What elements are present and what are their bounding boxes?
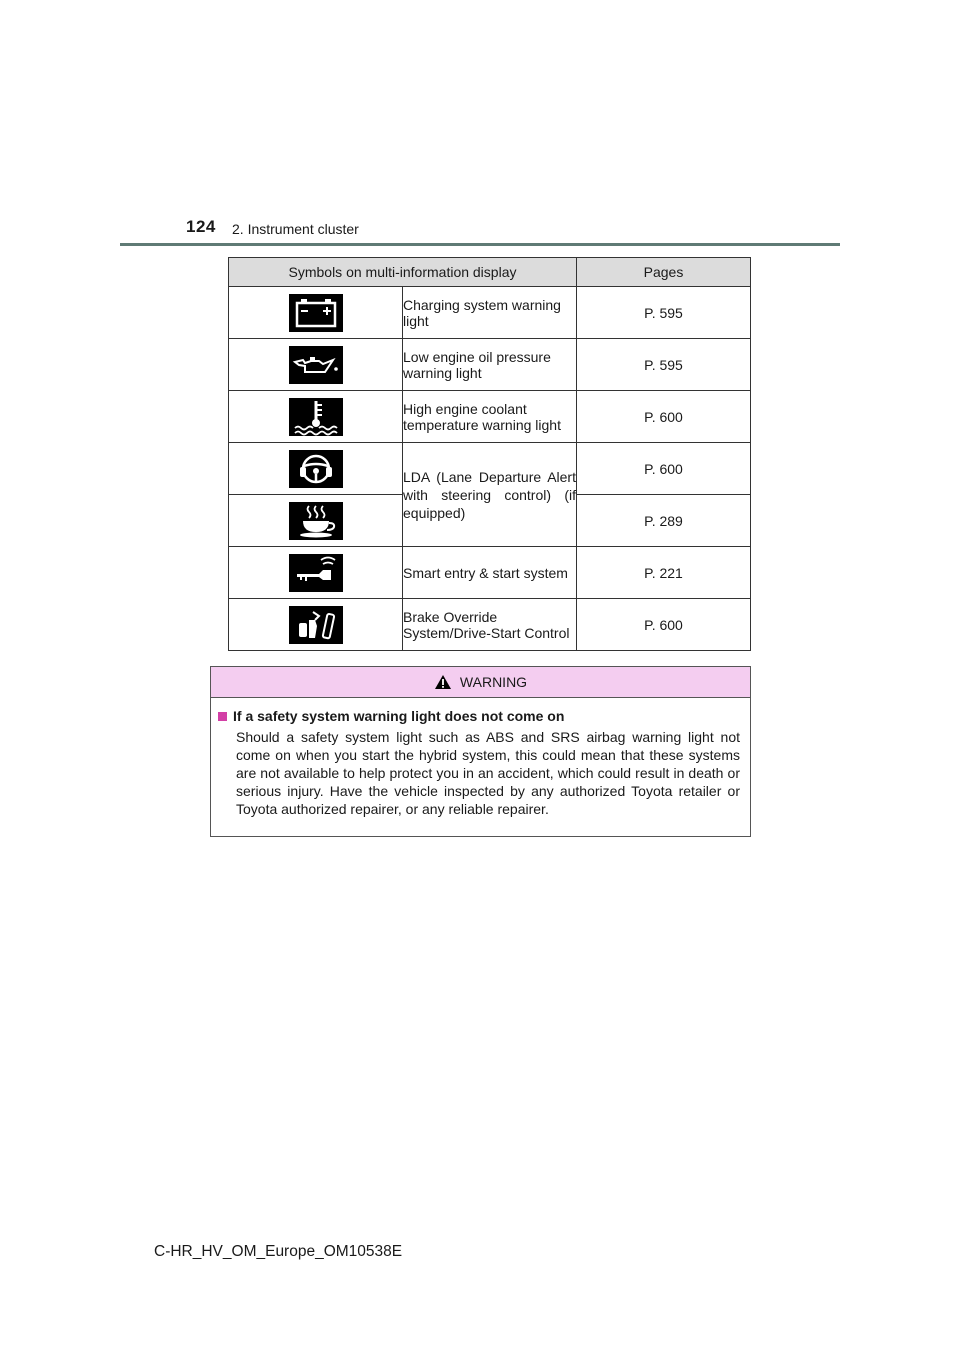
page-reference: P. 600	[577, 391, 751, 443]
icon-cell	[229, 495, 403, 547]
column-header-pages: Pages	[577, 258, 751, 287]
bullet-square-icon	[218, 712, 227, 721]
warning-heading-text: If a safety system warning light does not come on	[233, 708, 565, 724]
table-row	[229, 287, 751, 339]
table-row	[229, 391, 751, 443]
page-reference: P. 289	[577, 495, 751, 547]
header-rule	[120, 243, 840, 246]
coffee-cup-icon	[289, 502, 343, 540]
coolant-temperature-icon	[289, 398, 343, 436]
table-header-row	[229, 258, 751, 287]
page-reference: P. 600	[577, 443, 751, 495]
symbols-table	[228, 257, 751, 651]
page-reference: P. 595	[577, 339, 751, 391]
description-cell: High engine coolant temperature warning light	[403, 391, 577, 443]
icon-cell	[229, 547, 403, 599]
document-code: C-HR_HV_OM_Europe_OM10538E	[154, 1243, 403, 1260]
warning-body	[211, 698, 750, 818]
description-cell: LDA (Lane Departure Alert with steering control) (if equipped)	[403, 443, 577, 547]
table-row	[229, 443, 751, 495]
smart-key-icon	[289, 554, 343, 592]
section-title: 2. Instrument cluster	[232, 221, 359, 237]
battery-icon	[289, 294, 343, 332]
icon-cell	[229, 391, 403, 443]
warning-title: WARNING	[459, 674, 528, 690]
brake-override-icon	[289, 606, 343, 644]
page-reference: P. 600	[577, 599, 751, 651]
steering-wheel-hands-icon	[289, 450, 343, 488]
warning-text: Should a safety system light such as ABS and SRS airbag warning light not come on when you start the hybrid system, this could mean that these systems are not available to help protect you in an accident, which could result in death or serious injury. Have the vehicle inspected by any authorized Toyota retailer or Toyota authorized repairer, or any reliable repairer.	[236, 729, 740, 817]
description-cell: Charging system warning light	[403, 287, 577, 339]
table-row	[229, 339, 751, 391]
icon-cell	[229, 339, 403, 391]
warning-box	[210, 666, 751, 837]
warning-heading	[218, 708, 740, 724]
page-reference: P. 595	[577, 287, 751, 339]
column-header-symbols: Symbols on multi-information display	[229, 258, 577, 287]
warning-header	[211, 667, 750, 698]
icon-cell	[229, 599, 403, 651]
icon-cell	[229, 443, 403, 495]
description-cell: Smart entry & start system	[403, 547, 577, 599]
oil-can-icon	[289, 346, 343, 384]
table-row	[229, 599, 751, 651]
table-row	[229, 547, 751, 599]
description-cell: Low engine oil pressure warning light	[403, 339, 577, 391]
description-cell: Brake Override System/Drive-Start Control	[403, 599, 577, 651]
page-number: 124	[186, 217, 216, 236]
icon-cell	[229, 287, 403, 339]
page-reference: P. 221	[577, 547, 751, 599]
warning-triangle-icon	[434, 674, 452, 690]
